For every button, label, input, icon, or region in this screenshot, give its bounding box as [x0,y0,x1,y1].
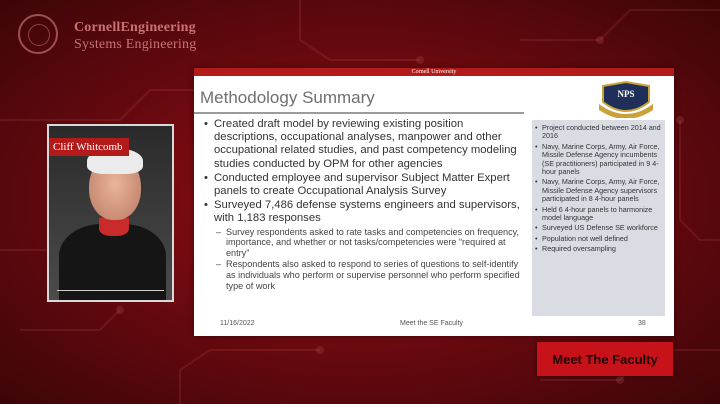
sub-bullet-item: – Respondents also asked to respond to series of questions to self-identify as individuals who perform or supervise personnel who perform specified type of work [204,259,529,291]
bullet-item: • Conducted employee and supervisor Subject Matter Expert panels to create Occupational Analysis Survey [204,172,529,198]
sidebar-item: • Population not well defined [532,235,661,243]
bullet-item: • Surveyed 7,486 defense systems engineers and supervisors, with 1,183 responses [204,199,529,225]
nps-badge-text: NPS [617,89,635,99]
bullet-list [204,118,529,292]
sidebar-item: • Surveyed US Defense SE workforce [532,224,661,232]
summary-sidebar [532,120,665,316]
slide-footer-date: 11/16/2022 [220,320,255,327]
logo-subtitle: Systems Engineering [74,37,197,52]
logo-title: CornellEngineering [74,20,196,35]
sidebar-item: • Navy, Marine Corps, Army, Air Force, Missile Defense Agency incumbents (SE practitioners) participated in 9 4-hour panels [532,143,661,177]
presenter-rule [57,290,164,291]
sidebar-item: • Project conducted between 2014 and 2016 [532,124,661,141]
slide-header-bar: Cornell University [194,68,674,76]
slide-footer-title: Meet the SE Faculty [400,320,464,327]
nps-badge-icon [599,80,653,118]
slide-title: Methodology Summary [200,88,375,107]
slide-page-number: 38 [638,320,646,327]
presentation-slide [194,68,674,336]
presenter-name: Cliff Whitcomb [49,138,129,156]
sidebar-item: • Required oversampling [532,245,661,253]
sidebar-item: • Held 6 4-hour panels to harmonize model language [532,206,661,223]
sidebar-item: • Navy, Marine Corps, Army, Air Force, Missile Defense Agency supervisors participated in 8 4-hour panels [532,178,661,203]
meet-the-faculty-banner: Meet The Faculty [537,342,673,376]
title-underline [194,112,524,114]
presenter-collar [99,218,129,236]
cornell-engineering-logo [18,10,218,58]
cornell-seal-icon [18,14,58,54]
bullet-item: • Created draft model by reviewing existing position descriptions, occupational analyses, manpower and other occupational related studies, and past competency modeling studies conducted by OPM for other agencies [204,118,529,171]
sub-bullet-item: – Survey respondents asked to rate tasks and competencies on frequency, importance, and whether or not tasks/competencies were “required at entry” [204,227,529,259]
presenter-video [47,124,174,302]
